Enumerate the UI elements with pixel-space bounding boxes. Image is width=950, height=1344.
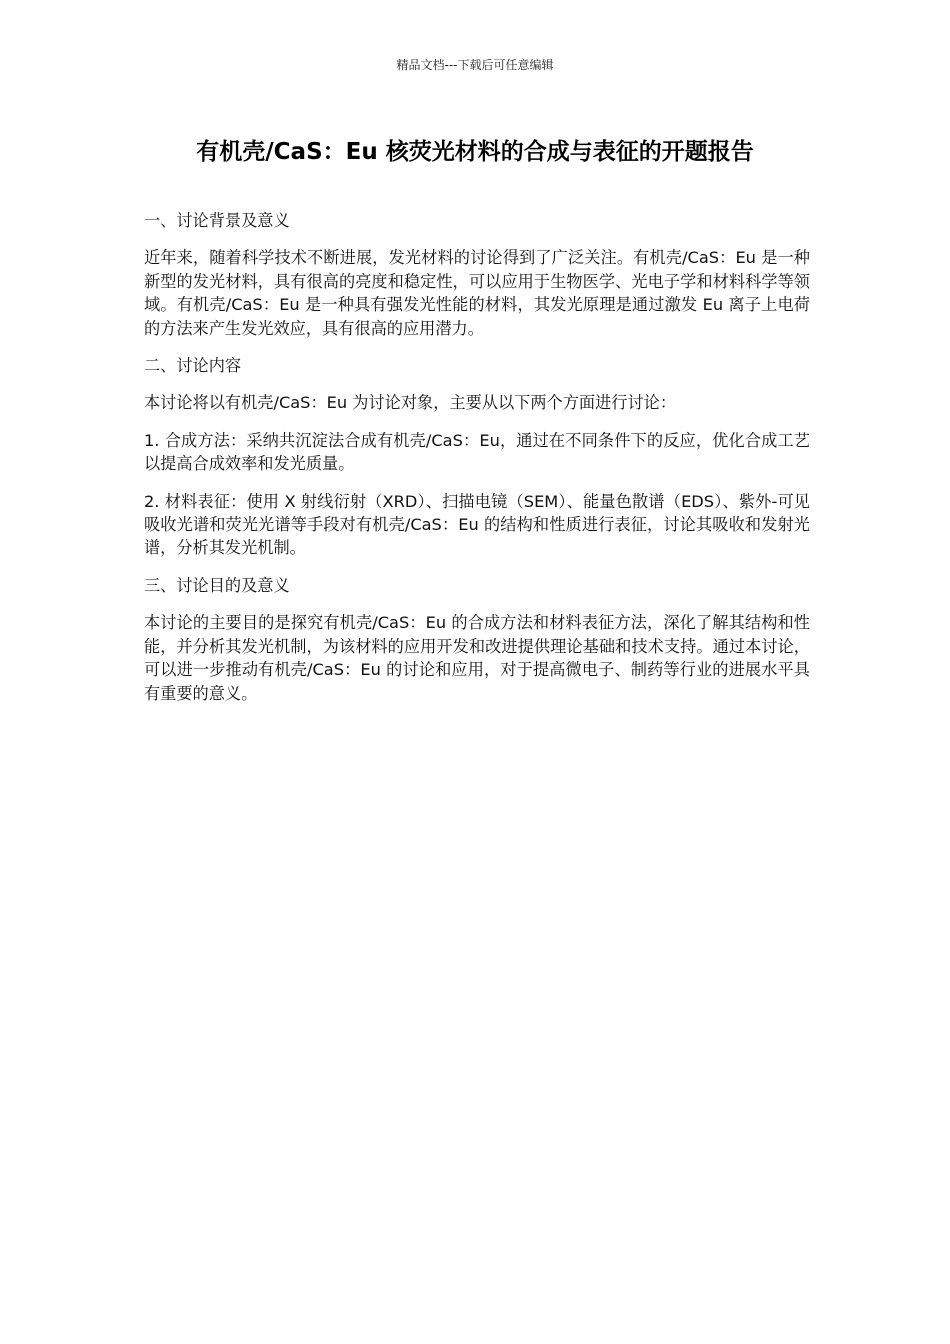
- document-body: [144, 209, 810, 705]
- document-title: 有机壳/CaS：Eu 核荧光材料的合成与表征的开题报告: [196, 139, 754, 165]
- paragraph-background: 近年来，随着科学技术不断进展，发光材料的讨论得到了广泛关注。有机壳/CaS：Eu 是一种新型的发光材料，具有很高的亮度和稳定性，可以应用于生物医学、光电子学和材料科学等领域。有机壳/CaS：Eu 是一种具有强发光性能的材料，其发光原理是通过激发 Eu 离子上电荷的方法来产生发光效应，具有很高的应用潜力。: [144, 248, 810, 338]
- paragraph-content-intro: 本讨论将以有机壳/CaS：Eu 为讨论对象，主要从以下两个方面进行讨论：: [144, 393, 677, 413]
- paragraph-purpose: 本讨论的主要目的是探究有机壳/CaS：Eu 的合成方法和材料表征方法，深化了解其结构和性能，并分析其发光机制，为该材料的应用开发和改进提供理论基础和技术支持。通过本讨论，可以进一步推动有机壳/CaS：Eu 的讨论和应用，对于提高微电子、制药等行业的进展水平具有重要的意义。: [144, 613, 810, 703]
- section-heading-content: 二、讨论内容: [144, 356, 242, 376]
- paragraph-characterization: 2. 材料表征：使用 X 射线衍射（XRD）、扫描电镜（SEM）、能量色散谱（EDS）、紫外-可见吸收光谱和荧光光谱等手段对有机壳/CaS：Eu 的结构和性质进行表征，讨论其吸收和发射光谱，分析其发光机制。: [144, 491, 810, 558]
- paragraph-synthesis-method: 1. 合成方法：采纳共沉淀法合成有机壳/CaS：Eu，通过在不同条件下的反应，优化合成工艺以提高合成效率和发光质量。: [144, 430, 810, 474]
- section-heading-background: 一、讨论背景及意义: [144, 211, 290, 230]
- section-heading-purpose: 三、讨论目的及意义: [144, 575, 290, 595]
- header-note: 精品文档---下载后可任意编辑: [396, 58, 554, 72]
